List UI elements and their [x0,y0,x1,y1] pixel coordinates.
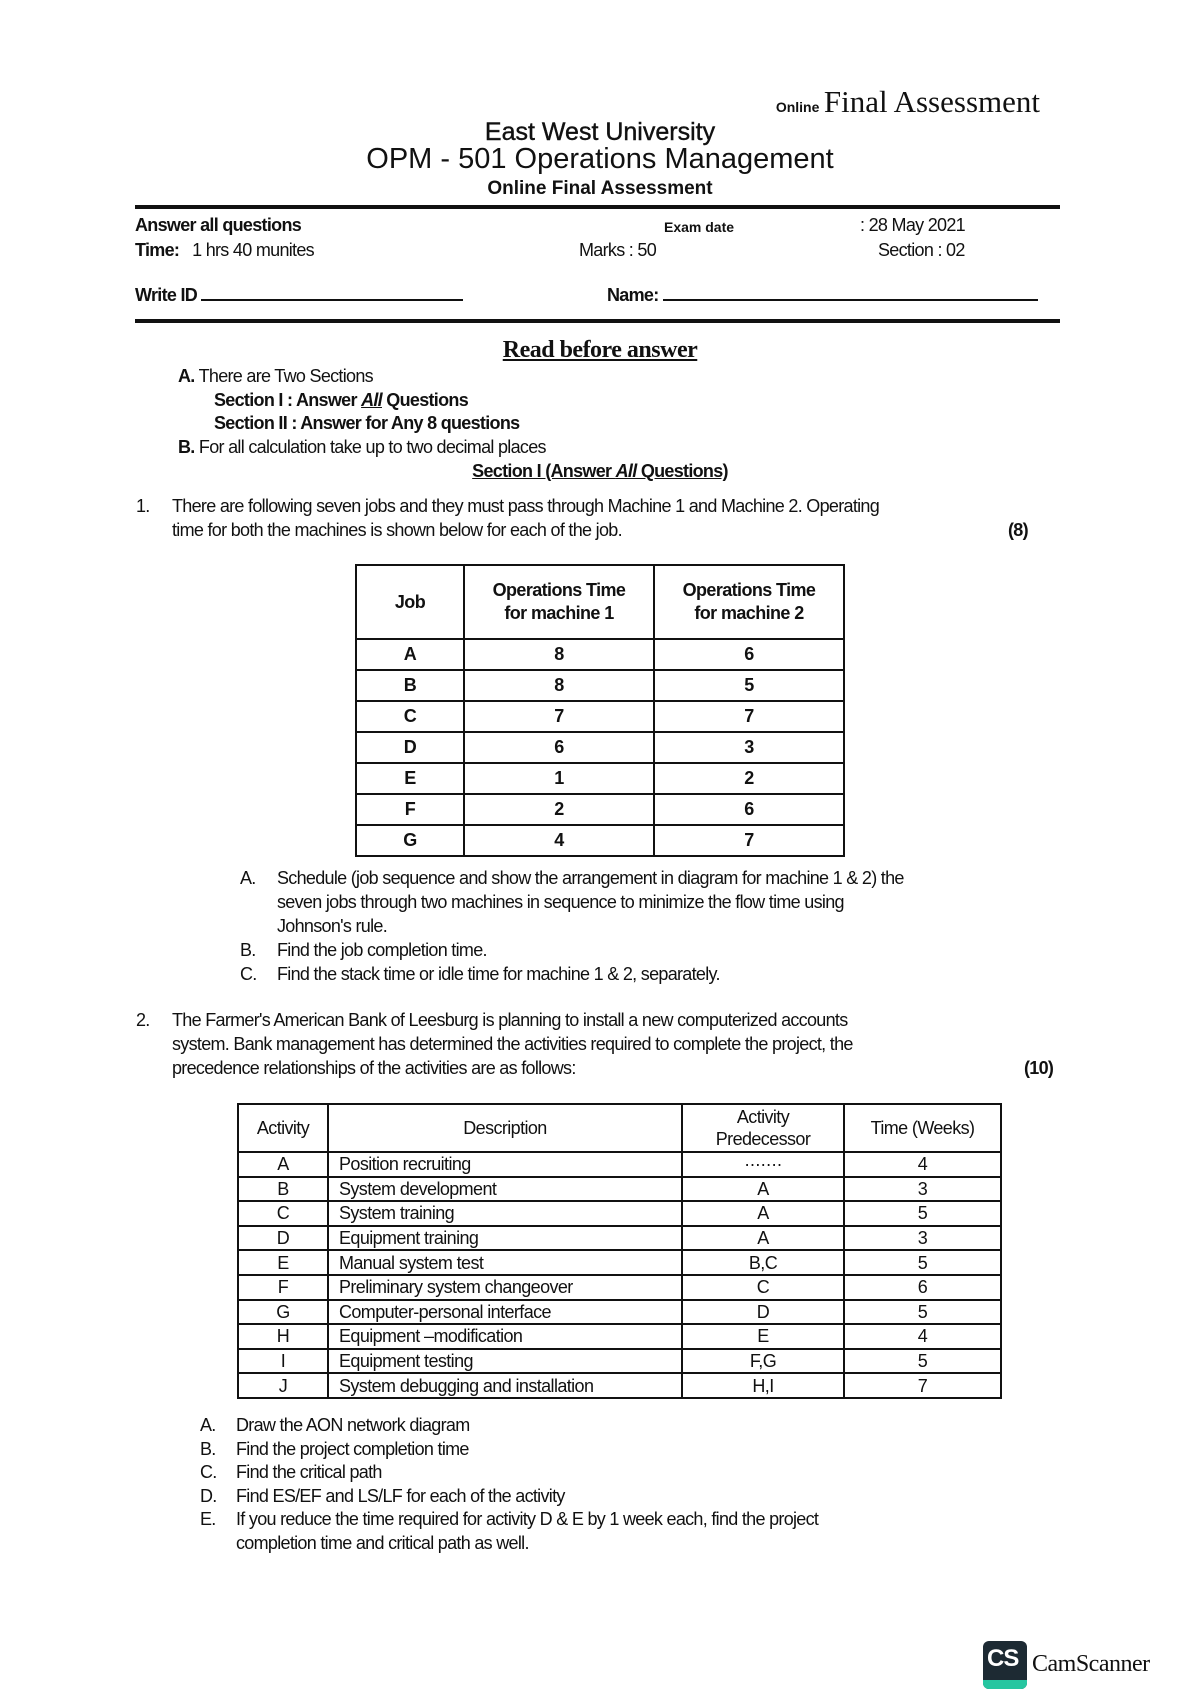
marks: Marks : 50 [579,240,657,260]
q2-part-marker: C. [200,1462,217,1482]
machine2-time-cell: 7 [654,701,844,732]
instruction-a-text: There are Two Sections [198,366,373,386]
divider-top [135,205,1060,209]
activity-row [238,1300,1001,1325]
job-row [356,670,844,701]
time-cell: 5 [844,1349,1001,1374]
job-cell: B [356,670,464,701]
activity-row [238,1373,1001,1398]
header-description: Description [328,1104,682,1152]
time-cell: 3 [844,1226,1001,1251]
q2-part-marker: B. [200,1438,216,1459]
job-row [356,825,844,856]
q2-marks: (10) [1024,1058,1054,1078]
name-field[interactable] [663,285,1038,301]
exam-date-label: Exam date [664,219,735,235]
predecessor-cell: A [682,1226,844,1251]
job-row [356,763,844,794]
q1-part-marker: A. [240,868,256,888]
job-cell: A [356,639,464,670]
predecessor-cell: H,I [682,1373,844,1398]
time-cell: 3 [844,1177,1001,1202]
description-cell: Manual system test [328,1250,682,1275]
q2-part-text: completion time and critical path as well. [236,1532,529,1553]
activity-row [238,1226,1001,1251]
activity-cell: D [238,1226,328,1251]
activity-cell: G [238,1300,328,1325]
activity-row [238,1201,1001,1226]
activity-cell: E [238,1250,328,1275]
camscanner-logo-text: CS [987,1645,1019,1672]
description-cell: Equipment testing [328,1349,682,1374]
activity-cell: I [238,1349,328,1374]
machine1-time-cell: 7 [464,701,654,732]
section2-instruction: Section II : Answer for Any 8 questions [214,413,520,433]
job-cell: C [356,701,464,732]
job-row [356,732,844,763]
machine2-time-cell: 6 [654,639,844,670]
course-title: OPM - 501 Operations Management [366,143,834,175]
description-cell: System development [328,1177,682,1202]
header-job: Job [356,565,464,639]
job-cell: F [356,794,464,825]
q2-text-line1: The Farmer's American Bank of Leesburg is planning to install a new computerized accounts [172,1010,848,1030]
time-label: Time: [135,240,180,260]
exam-date-value: : 28 May 2021 [860,215,965,235]
activity-cell: H [238,1324,328,1349]
description-cell: Equipment –modification [328,1324,682,1349]
q2-part-marker: E. [200,1509,216,1529]
description-cell: Equipment training [328,1226,682,1251]
description-cell: Position recruiting [328,1152,682,1177]
time-cell: 5 [844,1250,1001,1275]
q1-part-text: Find the job completion time. [277,940,487,960]
camscanner-brand: CamScanner [1032,1651,1150,1677]
q1-part-marker: B. [240,940,256,960]
activity-row [238,1177,1001,1202]
q1-marks: (8) [1008,520,1028,540]
time-cell: 5 [844,1201,1001,1226]
answer-all-label: Answer all questions [135,215,302,235]
time-cell: 7 [844,1373,1001,1398]
instruction-b-text: For all calculation take up to two decimal places [198,437,546,457]
exam-subtitle: Online Final Assessment [487,178,713,199]
predecessor-cell: ······· [682,1152,844,1177]
activity-row [238,1275,1001,1300]
job-row [356,639,844,670]
q1-part-text: Find the stack time or idle time for machine 1 & 2, separately. [277,964,720,984]
header-time: Time (Weeks) [844,1104,1001,1152]
header-activity: Activity [238,1104,328,1152]
machine2-time-cell: 7 [654,825,844,856]
predecessor-cell: E [682,1324,844,1349]
q1-text-line2: time for both the machines is shown below for each of the job. [172,520,622,540]
job-cell: G [356,825,464,856]
description-cell: Preliminary system changeover [328,1275,682,1300]
machine1-time-cell: 2 [464,794,654,825]
q1-part-text: Johnson's rule. [277,916,388,936]
section1-instruction: Section I : Answer All Questions [214,390,468,410]
q2-part-text: If you reduce the time required for activity D & E by 1 week each, find the project [236,1509,819,1529]
machine1-time-cell: 8 [464,670,654,701]
q1-text-line1: There are following seven jobs and they must pass through Machine 1 and Machine 2. Operating [172,496,880,516]
machine1-time-cell: 1 [464,763,654,794]
top-right-title [776,84,1040,120]
machine2-time-cell: 6 [654,794,844,825]
job-row [356,701,844,732]
divider-bottom [135,319,1060,323]
q1-number: 1. [136,496,150,516]
camscanner-logo [983,1641,1027,1689]
description-cell: System training [328,1201,682,1226]
q2-number: 2. [136,1010,150,1030]
write-id-label: Write ID [135,285,198,305]
activity-cell: F [238,1275,328,1300]
write-id-field[interactable] [201,285,463,301]
machine1-time-cell: 4 [464,825,654,856]
header-predecessor: Activity Predecessor [682,1104,844,1152]
jobs-table [355,564,845,857]
machine1-time-cell: 6 [464,732,654,763]
time-cell: 6 [844,1275,1001,1300]
predecessor-cell: C [682,1275,844,1300]
final-assessment-label: Final Assessment [823,84,1040,119]
university-name: East West University [484,118,716,146]
name-label: Name: [607,285,659,305]
job-cell: E [356,763,464,794]
q1-part-marker: C. [240,964,257,984]
description-cell: Computer-personal interface [328,1300,682,1325]
time-value: 1 hrs 40 munites [192,240,314,260]
activity-row [238,1250,1001,1275]
q2-part-text: Find the project completion time [236,1438,469,1459]
machine2-time-cell: 5 [654,670,844,701]
machine1-time-cell: 8 [464,639,654,670]
predecessor-cell: A [682,1177,844,1202]
q2-part-text: Draw the AON network diagram [236,1415,470,1435]
q2-text-line2: system. Bank management has determined the activities required to complete the project, the [172,1034,853,1054]
online-label: Online [775,99,820,115]
instruction-a-marker: A. [178,366,195,386]
q2-part-text: Find the critical path [236,1462,382,1482]
activity-cell: C [238,1201,328,1226]
activity-cell: J [238,1373,328,1398]
q2-part-text: Find ES/EF and LS/LF for each of the activity [236,1485,565,1506]
header-machine2: Operations Time for machine 2 [654,565,844,639]
job-row [356,794,844,825]
header-machine1: Operations Time for machine 1 [464,565,654,639]
description-cell: System debugging and installation [328,1373,682,1398]
activity-cell: A [238,1152,328,1177]
section1-heading: Section I (Answer All Questions) [472,461,728,481]
read-before-answer-heading: Read before answer [502,337,698,363]
q1-part-text: Schedule (job sequence and show the arrangement in diagram for machine 1 & 2) the [277,868,904,888]
instruction-b-marker: B. [178,437,195,457]
predecessor-cell: A [682,1201,844,1226]
section: Section : 02 [878,240,965,260]
machine2-time-cell: 2 [654,763,844,794]
activity-row [238,1152,1001,1177]
time-cell: 5 [844,1300,1001,1325]
predecessor-cell: D [682,1300,844,1325]
predecessor-cell: B,C [682,1250,844,1275]
q1-part-text: seven jobs through two machines in sequence to minimize the flow time using [277,892,844,912]
activity-row [238,1349,1001,1374]
predecessor-cell: F,G [682,1349,844,1374]
q2-part-marker: A. [200,1415,216,1435]
time-cell: 4 [844,1324,1001,1349]
time-cell: 4 [844,1152,1001,1177]
activity-row [238,1324,1001,1349]
activity-cell: B [238,1177,328,1202]
q2-part-marker: D. [200,1485,217,1506]
activities-table [237,1103,1002,1399]
job-cell: D [356,732,464,763]
machine2-time-cell: 3 [654,732,844,763]
q2-text-line3: precedence relationships of the activities are as follows: [172,1058,576,1078]
